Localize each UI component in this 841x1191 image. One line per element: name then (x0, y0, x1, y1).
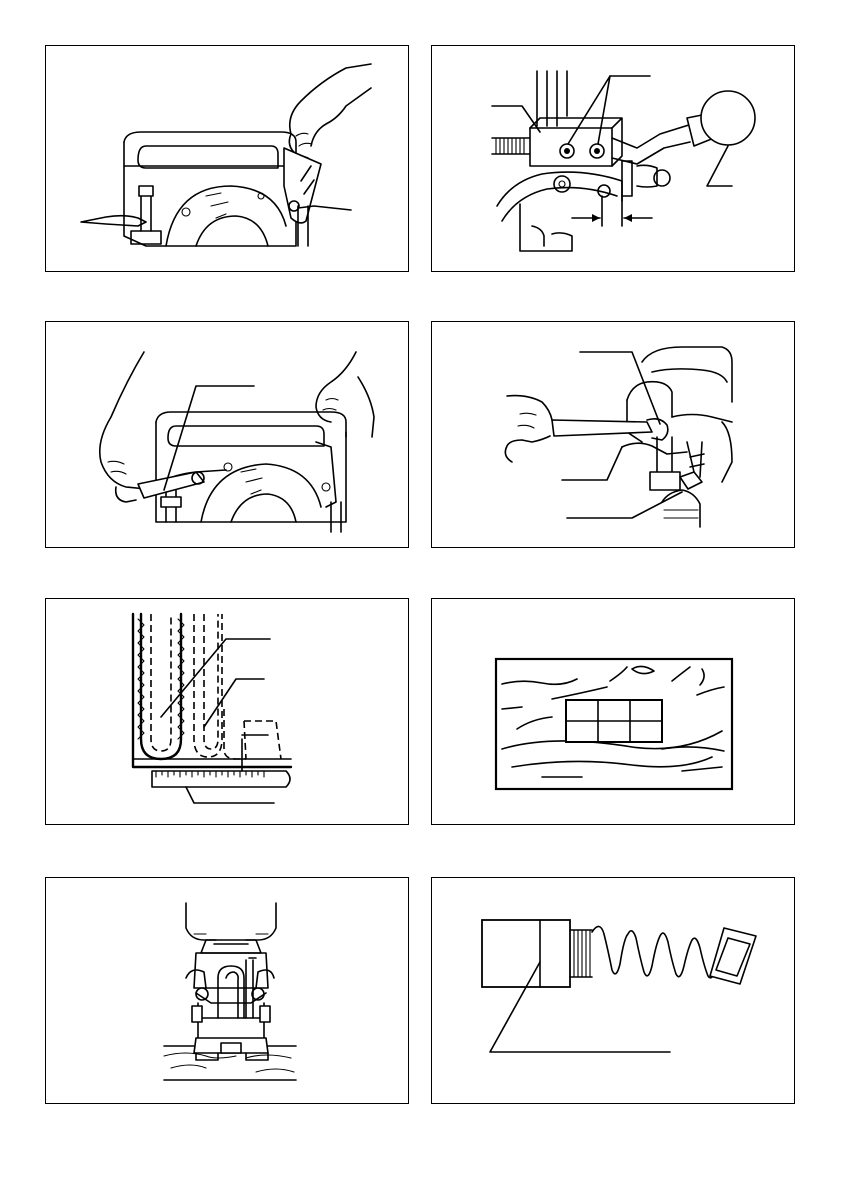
figure-8-illustration (432, 878, 795, 1104)
figure-3-illustration (46, 322, 409, 548)
figure-7 (45, 877, 409, 1104)
figure-7-illustration (46, 878, 409, 1104)
figure-1-illustration (46, 46, 409, 272)
figure-6 (431, 598, 795, 825)
figure-4-illustration (432, 322, 795, 548)
figure-2 (431, 45, 795, 272)
figure-1 (45, 45, 409, 272)
figure-8 (431, 877, 795, 1104)
figure-2-illustration (432, 46, 795, 272)
figure-5 (45, 598, 409, 825)
figure-4 (431, 321, 795, 548)
figure-6-illustration (432, 599, 795, 825)
figure-5-illustration (46, 599, 409, 825)
figure-3 (45, 321, 409, 548)
